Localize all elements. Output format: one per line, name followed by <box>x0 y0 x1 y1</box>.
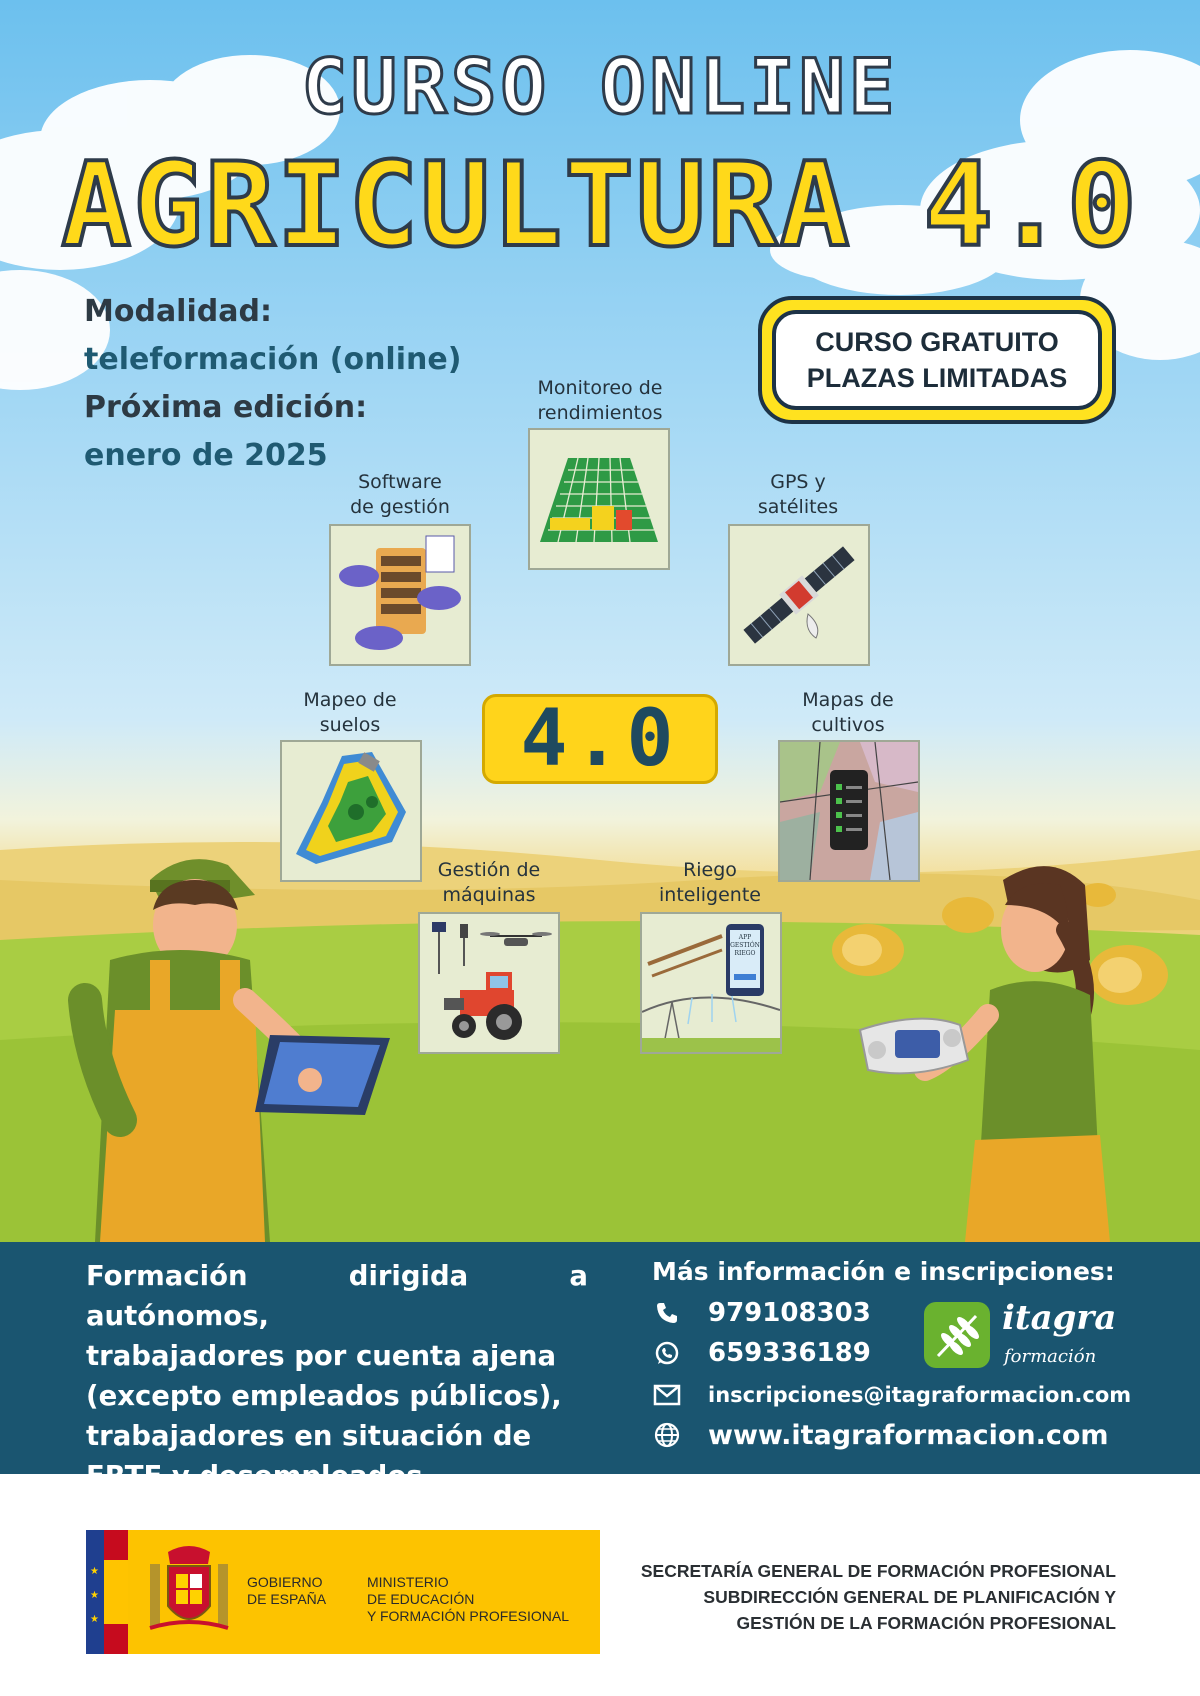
tile-mapas <box>778 740 920 882</box>
server-cloud-icon <box>331 526 469 664</box>
email-link[interactable]: inscripciones@itagraformacion.com <box>708 1383 1132 1407</box>
audience-text: Formación dirigida a autónomos, trabajadores por cuenta ajena (excepto empleados públicos), trabajadores en situación de ERTE y desempleados. <box>86 1260 588 1492</box>
whatsapp-icon <box>650 1336 684 1370</box>
crop-map-icon <box>780 742 918 880</box>
course-info <box>84 288 461 480</box>
spain-coat-of-arms-icon <box>146 1542 232 1642</box>
riego-app-text: APP GESTIÓN RIEGO <box>730 934 760 957</box>
edicion-value: enero de 2025 <box>84 438 328 473</box>
whatsapp-row[interactable] <box>650 1336 871 1370</box>
email-row[interactable] <box>650 1378 1131 1412</box>
phone-icon <box>650 1296 684 1330</box>
tile-riego <box>640 912 782 1054</box>
drone-icon <box>480 932 552 946</box>
tile-monitoreo <box>528 428 670 570</box>
title-agricultura: AGRICULTURA 4.0 <box>61 138 1139 273</box>
tile-gps <box>728 524 870 666</box>
government-logo <box>86 1530 600 1654</box>
tile-mapas-label: Mapas de cultivos <box>802 689 894 736</box>
gobierno-espana-text: GOBIERNO DE ESPAÑA <box>247 1574 327 1607</box>
tile-software-label: Software de gestión <box>350 471 450 518</box>
tile-software <box>329 524 471 666</box>
tile-maquinas <box>418 912 560 1054</box>
modalidad-label: Modalidad: <box>84 294 272 329</box>
svg-text:★: ★ <box>90 1566 99 1577</box>
secretaria-text: SECRETARÍA GENERAL DE FORMACIÓN PROFESIONAL SUBDIRECCIÓN GENERAL DE PLANIFICACIÓN Y GESTIÓN DE LA FORMACIÓN PROFESIONAL <box>640 1561 1116 1633</box>
badge-4-0: 4.0 <box>482 694 718 784</box>
tile-monitoreo-label: Monitoreo de rendimientos <box>537 377 663 424</box>
ministerio-text: MINISTERIO DE EDUCACIÓN Y FORMACIÓN PROFESIONAL <box>367 1574 569 1624</box>
tile-riego-label: Riego inteligente <box>659 859 761 906</box>
wheat-icon <box>924 1302 990 1368</box>
tile-mapeo <box>280 740 422 882</box>
contact-heading: Más información e inscripciones: <box>652 1257 1115 1286</box>
phone-row[interactable] <box>650 1296 871 1330</box>
tile-maquinas-label: Gestión de máquinas <box>437 859 541 906</box>
soil-map-icon <box>282 742 420 880</box>
website-link[interactable]: www.itagraformacion.com <box>708 1419 1109 1451</box>
itagra-logo <box>924 1302 990 1368</box>
tile-mapeo-label: Mapeo de suelos <box>303 689 397 736</box>
tractor-icon <box>444 972 522 1040</box>
badge-line-2: PLAZAS LIMITADAS <box>806 363 1068 393</box>
title-curso-online: CURSO ONLINE <box>301 42 899 131</box>
tractor-drone-icon <box>420 914 558 1052</box>
free-course-badge <box>758 296 1116 424</box>
email-icon <box>650 1378 684 1412</box>
yield-grid-icon <box>530 430 668 568</box>
remote-controller-icon <box>860 1019 968 1074</box>
svg-text:★: ★ <box>90 1590 99 1601</box>
whatsapp-number[interactable]: 659336189 <box>708 1338 871 1368</box>
itagra-logo-name: itagra <box>1002 1298 1117 1338</box>
tile-gps-label: GPS y satélites <box>757 471 839 518</box>
satellite-icon <box>730 526 868 664</box>
edicion-label: Próxima edición: <box>84 390 368 425</box>
globe-icon <box>650 1418 684 1452</box>
phone-number[interactable]: 979108303 <box>708 1298 871 1328</box>
modalidad-value: teleformación (online) <box>84 342 462 377</box>
svg-text:★: ★ <box>90 1614 99 1625</box>
web-row[interactable] <box>650 1418 1109 1452</box>
itagra-logo-sub: formación <box>1004 1346 1097 1367</box>
badge-line-1: CURSO GRATUITO <box>815 327 1059 357</box>
